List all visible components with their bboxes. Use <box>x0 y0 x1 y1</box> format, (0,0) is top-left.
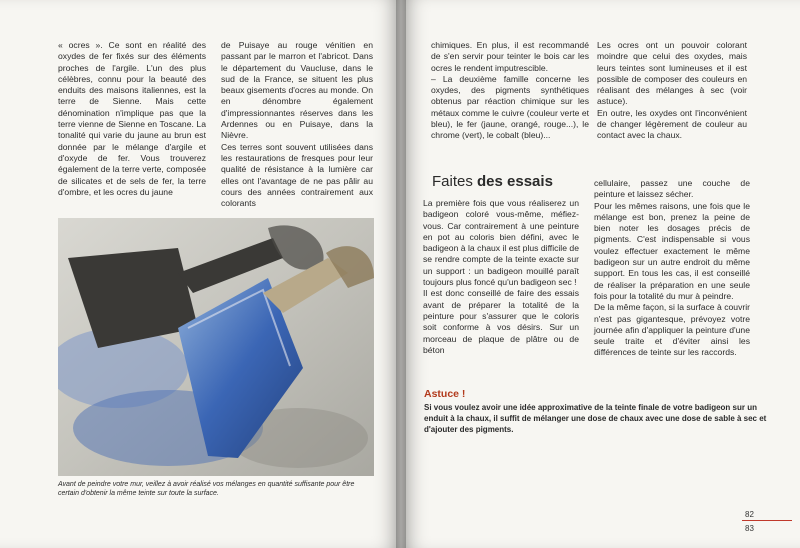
section-heading-bold: des essais <box>477 173 553 190</box>
page-number-rule <box>742 520 792 521</box>
right-col-3-para-1: La première fois que vous réaliserez un badigeon coloré vous-même, méfiez-vous. Car contrairement à une peinture en pot au coloris bien défini, avec le badigeon à la chaux il est plus difficile de se rendre compte de la teinte exacte sur un support : un badigeon mouillé paraît toujours plus foncé qu'un badigeon sec ! <box>423 198 579 288</box>
right-col-1-para-1: chimiques. En plus, il est recommandé de s'en servir pour teinter le bois car les ocres le rendent imputrescible. <box>431 40 589 73</box>
astuce-text: Si vous voulez avoir une idée approximative de la teinte finale de votre badigeon sur un enduit à la chaux, il suffit de mélanger une dose de chaux avec une dose de sable à sec et d'ajouter des pigments. <box>424 403 767 434</box>
trowel-photo-illustration <box>58 218 374 476</box>
right-col-1 <box>431 40 589 142</box>
left-col-2-para-2: Ces terres sont souvent utilisées dans les restaurations de fresques pour leur qualité de résistance à la lumière car elles ont l'avantage de ne pas pâlir au cours des années contrairement aux colorants <box>221 141 373 209</box>
right-col-4-para-3: De la même façon, si la surface à couvrir n'est pas gigantesque, prévoyez votre journée afin d'appliquer la peinture d'une seule traite et d'éviter ainsi les différences de teinte sur les raccords. <box>594 302 750 358</box>
right-col-3-para-2: Il est donc conseillé de faire des essais avant de préparer la totalité de la peinture pour s'assurer que le coloris soit conforme à vos désirs. Sur un morceau de plaque de plâtre ou de béton <box>423 288 579 355</box>
astuce-title: Astuce ! <box>424 388 466 400</box>
left-col-1 <box>58 40 206 198</box>
right-page <box>401 0 800 548</box>
left-col-2-para-1: de Puisaye au rouge vénitien en passant par le marron et l'abricot. Dans le département du Vaucluse, dans le sud de la France, se situent les plus beaux gisements d'ocres au monde. On en dénombre également d'impressionnantes réserves dans les Ardennes ou en Puisaye, dans la Nièvre. <box>221 40 373 141</box>
photo-caption: Avant de peindre votre mur, veillez à avoir réalisé vos mélanges en quantité suffisante pour être certain d'obtenir la même teinte sur toute la surface. <box>58 481 355 497</box>
page-number-bottom: 83 <box>745 524 754 533</box>
right-col-4-para-1: cellulaire, passez une couche de peinture et laissez sécher. <box>594 178 750 200</box>
right-col-2-para-1: Les ocres ont un pouvoir colorant moindre que celui des oxydes, mais leurs teintes sont lumineuses et il est possible de composer des couleurs en réalisant des mélanges à sec (voir astuce). <box>597 40 747 107</box>
left-col-1-text: « ocres ». Ce sont en réalité des oxydes de fer fixés sur des éléments proches de l'argile. L'un des plus célèbres, connu pour la beauté des enduits des maisons italiennes, est la terre de Sienne. Mais cette dénomination n'implique pas que la terre vienne de Sienne en Toscane. La tonalité qui varie du jaune au brun est donnée par le mélange d'argile et d'oxyde de fer. Vous trouverez également de la terre verte, composée de silicates et de sels de fer, la terre d'ombre, et les ocres du jaune <box>58 40 206 197</box>
right-col-3 <box>423 198 579 356</box>
section-heading <box>432 173 553 190</box>
right-col-2-para-2: En outre, les oxydes ont l'inconvénient de changer légèrement de couleur au contact avec la chaux. <box>597 107 747 141</box>
right-col-1-para-2: – La deuxième famille concerne les oxydes, des pigments synthétiques obtenus par réaction chimique sur les métaux comme le cuivre (couleur verte et bleu), le fer (jaune, orangé, rouge...), le chrome (vert), le cobalt (bleu)... <box>431 73 589 141</box>
book-spine <box>396 0 406 548</box>
trowel-photo <box>58 218 374 476</box>
left-col-2 <box>221 40 373 209</box>
right-col-4 <box>594 178 750 359</box>
right-col-4-para-2: Pour les mêmes raisons, une fois que le mélange est bon, prenez la peine de bien noter les dosages précis de pigments. C'est indispensable si vous voulez effectuer exactement le même badigeon sur un autre endroit du même support. En tous les cas, il est conseillé de réaliser la préparation en une seule fois pour la totalité du mur à peindre. <box>594 200 750 301</box>
right-col-2 <box>597 40 747 142</box>
page-number-top: 82 <box>745 510 754 519</box>
section-heading-light: Faites <box>432 173 478 190</box>
